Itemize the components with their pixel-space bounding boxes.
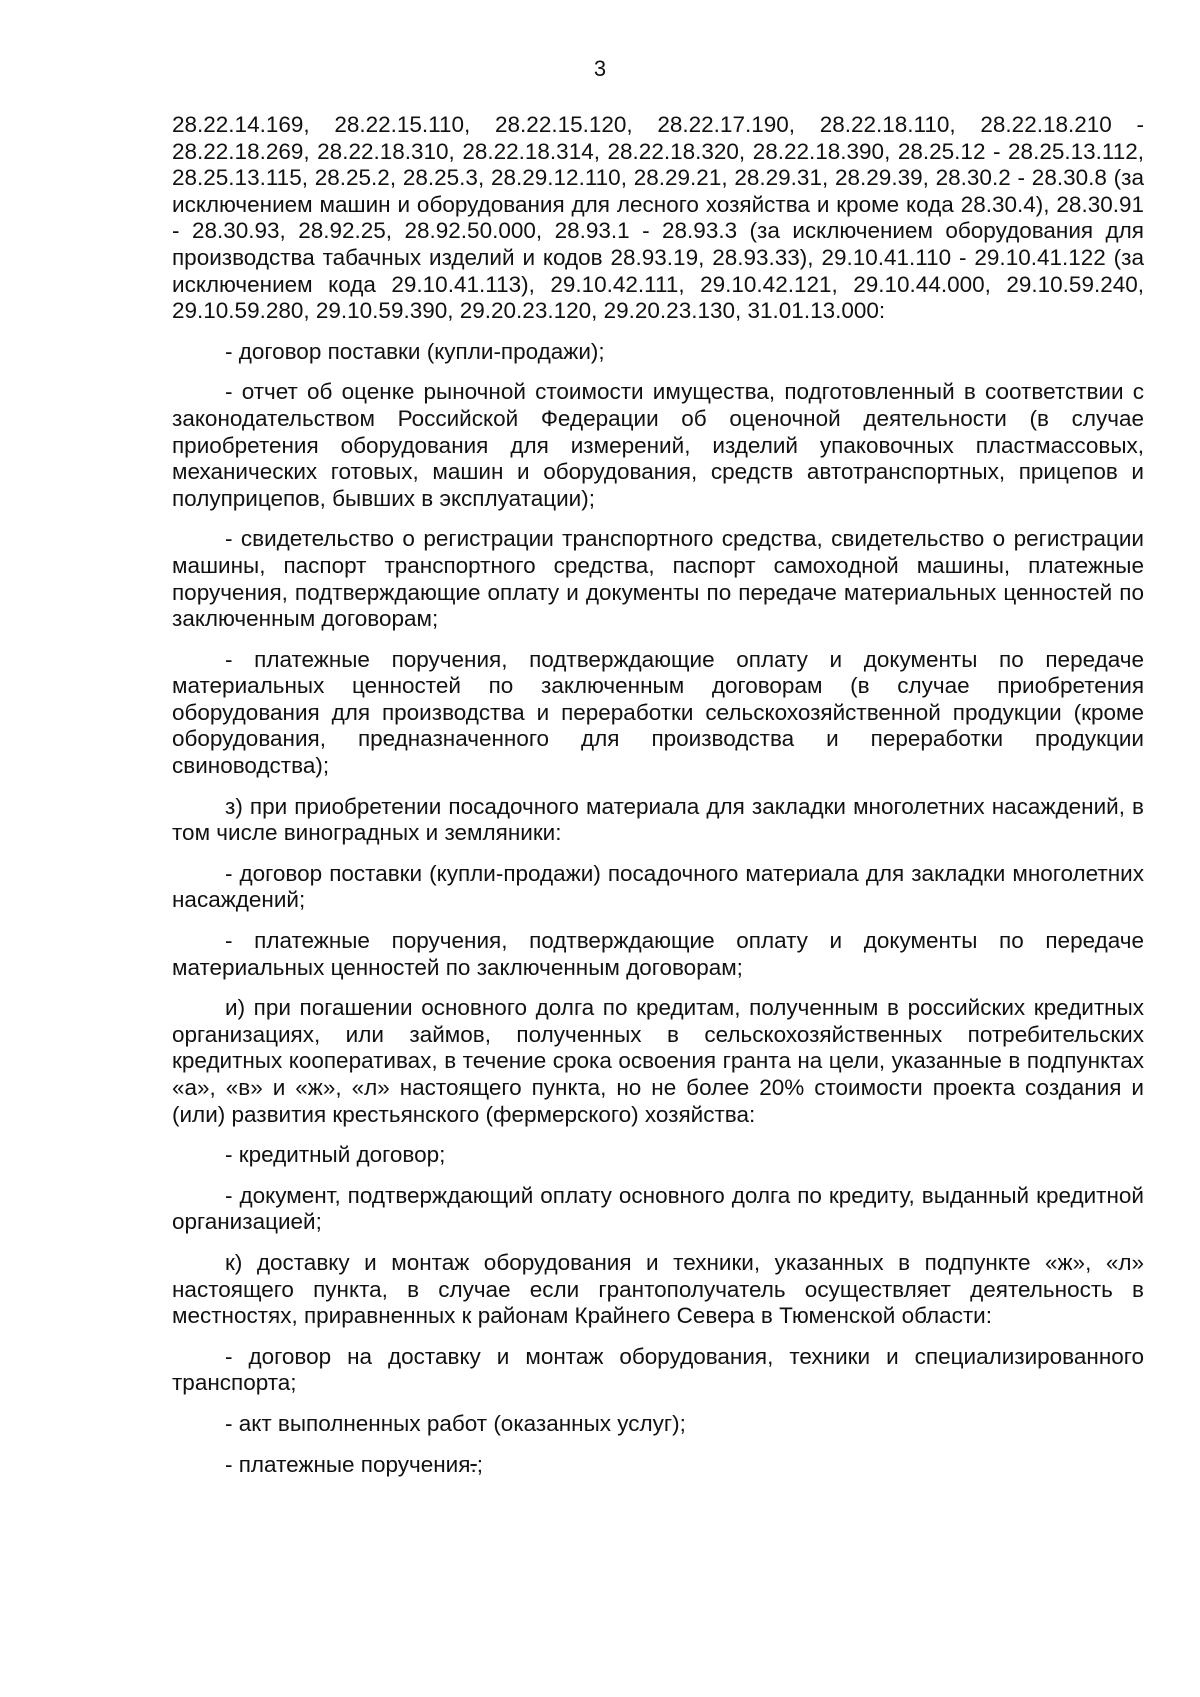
struck-period: . [470, 1451, 477, 1477]
paragraph-vehicle-registration: - свидетельство о регистрации транспортного средства, свидетельство о регистрации машины, паспорт транспортного средства, паспорт самоходной машины, платежные поручения, подтверждающие оплату и документы по передаче материальных ценностей по заключенным договорам; [172, 526, 1144, 632]
final-line-suffix: ; [476, 1451, 483, 1477]
paragraph-payment-orders-planting: - платежные поручения, подтверждающие оплату и документы по передаче материальных ценностей по заключенным договорам; [172, 928, 1144, 980]
paragraph-delivery-contract: - договор на доставку и монтаж оборудования, техники и специализированного транспорта; [172, 1343, 1144, 1396]
okpd-code-list: 28.22.14.169, 28.22.15.110, 28.22.15.120, 28.22.17.190, 28.22.18.110, 28.22.18.210 - 28.22.18.269, 28.22.18.310, 28.22.18.314, 28.22.18.320, 28.22.18.390, 28.25.12 - 28.25.13.112, 28.25.13.115, 28.25.2, 28.25.3, 28.29.12.110, 28.29.21, 28.29.31, 28.29.39, 28.30.2 - 28.30.8 (за исключением машин и оборудования для лесного хозяйства и кроме кода 28.30.4), 28.30.91 - 28.30.93, 28.92.25, 28.92.50.000, 28.93.1 - 28.93.3 (за исключением оборудования для производства табачных изделий и кодов 28.93.19, 28.93.33), 29.10.41.110 - 29.10.41.122 (за исключением кода 29.10.41.113), 29.10.42.111, 29.10.42.121, 29.10.44.000, 29.10.59.240, 29.10.59.280, 29.10.59.390, 29.20.23.120, 29.20.23.130, 31.01.13.000: [172, 112, 1144, 324]
paragraph-debt-payment-document: - документ, подтверждающий оплату основного долга по кредиту, выданный кредитной организацией; [172, 1182, 1144, 1235]
paragraph-item-i: и) при погашении основного долга по кредитам, полученным в российских кредитных организациях, или займов, полученных в сельскохозяйственных потребительских кредитных кооперативах, в течение срока освоения гранта на цели, указанные в подпунктах «а», «в» и «ж», «л» настоящего пункта, но не более 20% стоимости проекта создания и (или) развития крестьянского (фермерского) хозяйства: [172, 995, 1144, 1127]
paragraph-credit-agreement: - кредитный договор; [225, 1142, 446, 1168]
paragraph-item-z: з) при приобретении посадочного материала для закладки многолетних насаждений, в том числе виноградных и земляники: [172, 793, 1144, 846]
page-number: 3 [593, 56, 607, 81]
paragraph-valuation-report: - отчет об оценке рыночной стоимости имущества, подготовленный в соответствии с законодательством Российской Федерации об оценочной деятельности (в случае приобретения оборудования для измерений, изделий упаковочных пластмассовых, механических готовых, машин и оборудования, средств автотранспортных, прицепов и полуприцепов, бывших в эксплуатации); [172, 379, 1144, 511]
paragraph-work-act: - акт выполненных работ (оказанных услуг); [225, 1410, 686, 1436]
paragraph-payment-orders-final [172, 1452, 1144, 1479]
paragraph-item-k: к) доставку и монтаж оборудования и техники, указанных в подпункте «ж», «л» настоящего пункта, в случае если грантополучатель осуществляет деятельность в местностях, приравненных к районам Крайнего Севера в Тюменской области: [172, 1249, 1144, 1329]
paragraph-payment-orders-processing: - платежные поручения, подтверждающие оплату и документы по передаче материальных ценностей по заключенным договорам (в случае приобретения оборудования для производства и переработки сельскохозяйственной продукции (кроме оборудования, предназначенного для производства и переработки продукции свиноводства); [172, 646, 1144, 779]
paragraph-planting-supply-contract: - договор поставки (купли-продажи) посадочного материала для закладки многолетних насаждений; [172, 860, 1144, 913]
document-body [172, 112, 1144, 1478]
paragraph-supply-contract: - договор поставки (купли-продажи); [225, 338, 605, 364]
final-line-text: - платежные поручения [225, 1451, 471, 1477]
